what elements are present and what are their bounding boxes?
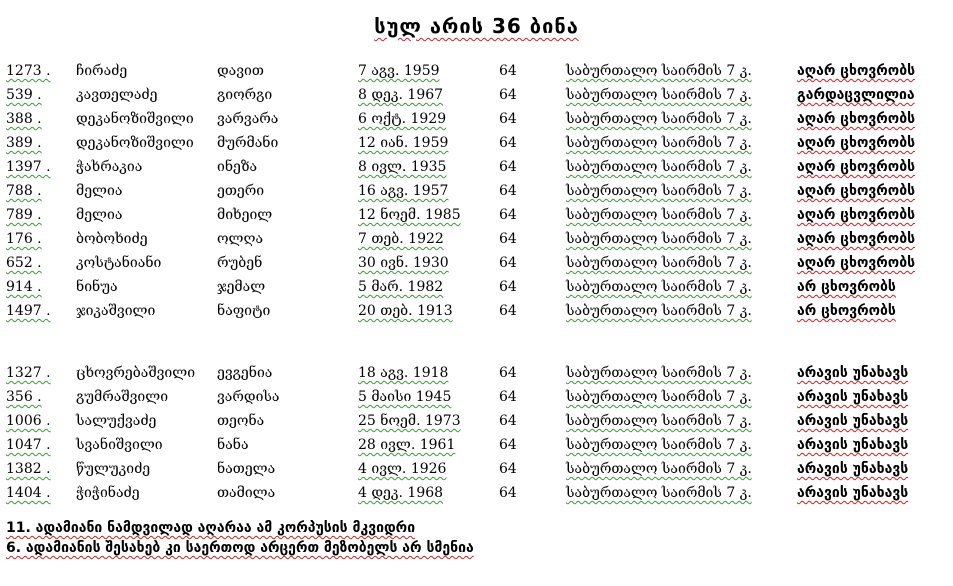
row-id: 788 .: [6, 183, 42, 199]
row-id: 789 .: [6, 207, 42, 223]
row-id: 1382 .: [6, 461, 51, 477]
table-row: [0, 204, 953, 228]
row-status: არავის უნახავს: [797, 389, 909, 405]
row-id: 652 .: [6, 255, 42, 271]
row-given-name: ვარდისა: [217, 389, 280, 405]
row-id: 389 .: [6, 135, 42, 151]
row-address: საბურთალო საირმის 7 კ.: [566, 389, 752, 405]
row-status: აღარ ცხოვრობს: [797, 111, 916, 127]
row-status: აღარ ცხოვრობს: [797, 183, 916, 199]
row-date: 28 ივლ. 1961: [358, 437, 456, 453]
row-id: 539 .: [6, 87, 42, 103]
row-date: 4 დეკ. 1968: [358, 485, 444, 501]
row-date: 6 ოქტ. 1929: [358, 111, 447, 127]
row-given-name: ჯემალ: [217, 279, 266, 295]
row-surname: ნინუა: [76, 279, 118, 295]
row-id: 914 .: [6, 279, 42, 295]
row-address: საბურთალო საირმის 7 კ.: [566, 255, 752, 271]
row-surname: გუმრაშვილი: [76, 389, 169, 405]
page-title: სულ არის 36 ბინა: [374, 14, 579, 38]
row-date: 16 აგვ. 1957: [358, 183, 449, 199]
row-id: 388 .: [6, 111, 42, 127]
row-date: 20 თებ. 1913: [358, 303, 453, 319]
row-surname: მელია: [76, 183, 123, 199]
row-id: 1497 .: [6, 303, 51, 319]
row-surname: დეკანოზიშვილი: [76, 111, 194, 127]
row-date: 4 ივლ. 1926: [358, 461, 447, 477]
row-date: 8 დეკ. 1967: [358, 87, 444, 103]
row-status: გარდაცვლილია: [797, 87, 915, 103]
row-given-name: ნანა: [217, 437, 249, 453]
row-surname: კოსტანიანი: [76, 255, 162, 271]
row-id: 176 .: [6, 231, 42, 247]
row-given-name: გიორგი: [217, 87, 273, 103]
row-apartment: 64: [499, 231, 517, 247]
row-address: საბურთალო საირმის 7 კ.: [566, 111, 752, 127]
row-surname: დეკანოზიშვილი: [76, 135, 194, 151]
row-date: 18 აგვ. 1918: [358, 365, 449, 381]
row-id: 1273 .: [6, 63, 51, 79]
row-apartment: 64: [499, 485, 517, 501]
row-address: საბურთალო საირმის 7 კ.: [566, 135, 752, 151]
row-surname: ბობოხიძე: [76, 231, 148, 247]
note-line-2: 6. ადამიანის შესახებ კი საერთოდ არცერთ მეზობელს არ სმენია: [6, 540, 474, 556]
row-address: საბურთალო საირმის 7 კ.: [566, 87, 752, 103]
row-date: 5 მარ. 1982: [358, 279, 444, 295]
row-given-name: ოლღა: [217, 231, 264, 247]
row-address: საბურთალო საირმის 7 კ.: [566, 437, 752, 453]
row-status: არ ცხოვრობს: [797, 279, 896, 295]
row-apartment: 64: [499, 63, 517, 79]
row-given-name: თამილა: [217, 485, 276, 501]
row-surname: წულუკიძე: [76, 461, 151, 477]
row-given-name: ნაფიტი: [217, 303, 271, 319]
row-date: 7 აგვ. 1959: [358, 63, 440, 79]
row-date: 12 იან. 1959: [358, 135, 449, 151]
row-apartment: 64: [499, 207, 517, 223]
row-id: 1047 .: [6, 437, 51, 453]
row-id: 1397 .: [6, 159, 51, 175]
row-status: აღარ ცხოვრობს: [797, 255, 916, 271]
table-row: [0, 410, 953, 434]
row-apartment: 64: [499, 255, 517, 271]
row-address: საბურთალო საირმის 7 კ.: [566, 279, 752, 295]
row-address: საბურთალო საირმის 7 კ.: [566, 461, 752, 477]
row-date: 7 თებ. 1922: [358, 231, 444, 247]
table-row: [0, 180, 953, 204]
row-status: არავის უნახავს: [797, 413, 909, 429]
table-row: [0, 84, 953, 108]
row-status: არავის უნახავს: [797, 365, 909, 381]
row-address: საბურთალო საირმის 7 კ.: [566, 413, 752, 429]
row-surname: ჭახრაკია: [76, 159, 143, 175]
row-address: საბურთალო საირმის 7 კ.: [566, 485, 752, 501]
row-status: არავის უნახავს: [797, 461, 909, 477]
row-surname: სვანიშვილი: [76, 437, 163, 453]
row-address: საბურთალო საირმის 7 კ.: [566, 159, 752, 175]
row-given-name: თეონა: [217, 413, 265, 429]
row-apartment: 64: [499, 303, 517, 319]
row-address: საბურთალო საირმის 7 კ.: [566, 303, 752, 319]
table-row: [0, 252, 953, 276]
row-status: აღარ ცხოვრობს: [797, 207, 916, 223]
row-surname: მელია: [76, 207, 123, 223]
row-apartment: 64: [499, 135, 517, 151]
row-given-name: მურმანი: [217, 135, 279, 151]
row-address: საბურთალო საირმის 7 კ.: [566, 231, 752, 247]
table-row: [0, 156, 953, 180]
row-given-name: რუბენ: [217, 255, 263, 271]
row-apartment: 64: [499, 413, 517, 429]
table-row: [0, 276, 953, 300]
table-row: [0, 60, 953, 84]
table-row: [0, 458, 953, 482]
row-surname: ჩირაძე: [76, 63, 128, 79]
row-apartment: 64: [499, 437, 517, 453]
row-given-name: მიხეილ: [217, 207, 273, 223]
row-status: აღარ ცხოვრობს: [797, 159, 916, 175]
row-id: 1006 .: [6, 413, 51, 429]
row-given-name: ვარვარა: [217, 111, 279, 127]
note-line-1: 11. ადამიანი ნამდვილად აღარაა ამ კორპუსის მკვიდრი: [6, 520, 416, 536]
row-surname: სალუქვაძე: [76, 413, 157, 429]
row-apartment: 64: [499, 183, 517, 199]
table-row: [0, 228, 953, 252]
row-status: აღარ ცხოვრობს: [797, 135, 916, 151]
row-date: 12 ნოემ. 1985: [358, 207, 461, 223]
row-apartment: 64: [499, 365, 517, 381]
row-surname: ჯიკაშვილი: [76, 303, 156, 319]
row-given-name: ინეზა: [217, 159, 258, 175]
row-surname: ცხოვრებაშვილი: [76, 365, 196, 381]
row-date: 5 მაისი 1945: [358, 389, 452, 405]
row-date: 8 ივლ. 1935: [358, 159, 447, 175]
row-apartment: 64: [499, 389, 517, 405]
row-status: არავის უნახავს: [797, 485, 909, 501]
table-row: [0, 362, 953, 386]
row-given-name: ევგენია: [217, 365, 273, 381]
row-address: საბურთალო საირმის 7 კ.: [566, 63, 752, 79]
table-row: [0, 108, 953, 132]
row-date: 30 ივნ. 1930: [358, 255, 449, 271]
table-row: [0, 300, 953, 324]
row-apartment: 64: [499, 87, 517, 103]
row-surname: ჭიჭინაძე: [76, 485, 140, 501]
row-address: საბურთალო საირმის 7 კ.: [566, 207, 752, 223]
row-apartment: 64: [499, 461, 517, 477]
table-row: [0, 482, 953, 506]
row-id: 356 .: [6, 389, 42, 405]
row-status: აღარ ცხოვრობს: [797, 231, 916, 247]
row-date: 25 ნოემ. 1973: [358, 413, 461, 429]
row-status: აღარ ცხოვრობს: [797, 63, 916, 79]
table-row: [0, 386, 953, 410]
row-address: საბურთალო საირმის 7 კ.: [566, 365, 752, 381]
row-status: არ ცხოვრობს: [797, 303, 896, 319]
row-apartment: 64: [499, 111, 517, 127]
row-surname: კავთელაძე: [76, 87, 158, 103]
row-id: 1327 .: [6, 365, 51, 381]
row-given-name: ეთერი: [217, 183, 265, 199]
row-apartment: 64: [499, 159, 517, 175]
table-row: [0, 434, 953, 458]
row-status: არავის უნახავს: [797, 437, 909, 453]
row-address: საბურთალო საირმის 7 კ.: [566, 183, 752, 199]
row-apartment: 64: [499, 279, 517, 295]
table-row: [0, 132, 953, 156]
row-given-name: დავით: [217, 63, 264, 79]
row-id: 1404 .: [6, 485, 51, 501]
row-given-name: ნათელა: [217, 461, 276, 477]
